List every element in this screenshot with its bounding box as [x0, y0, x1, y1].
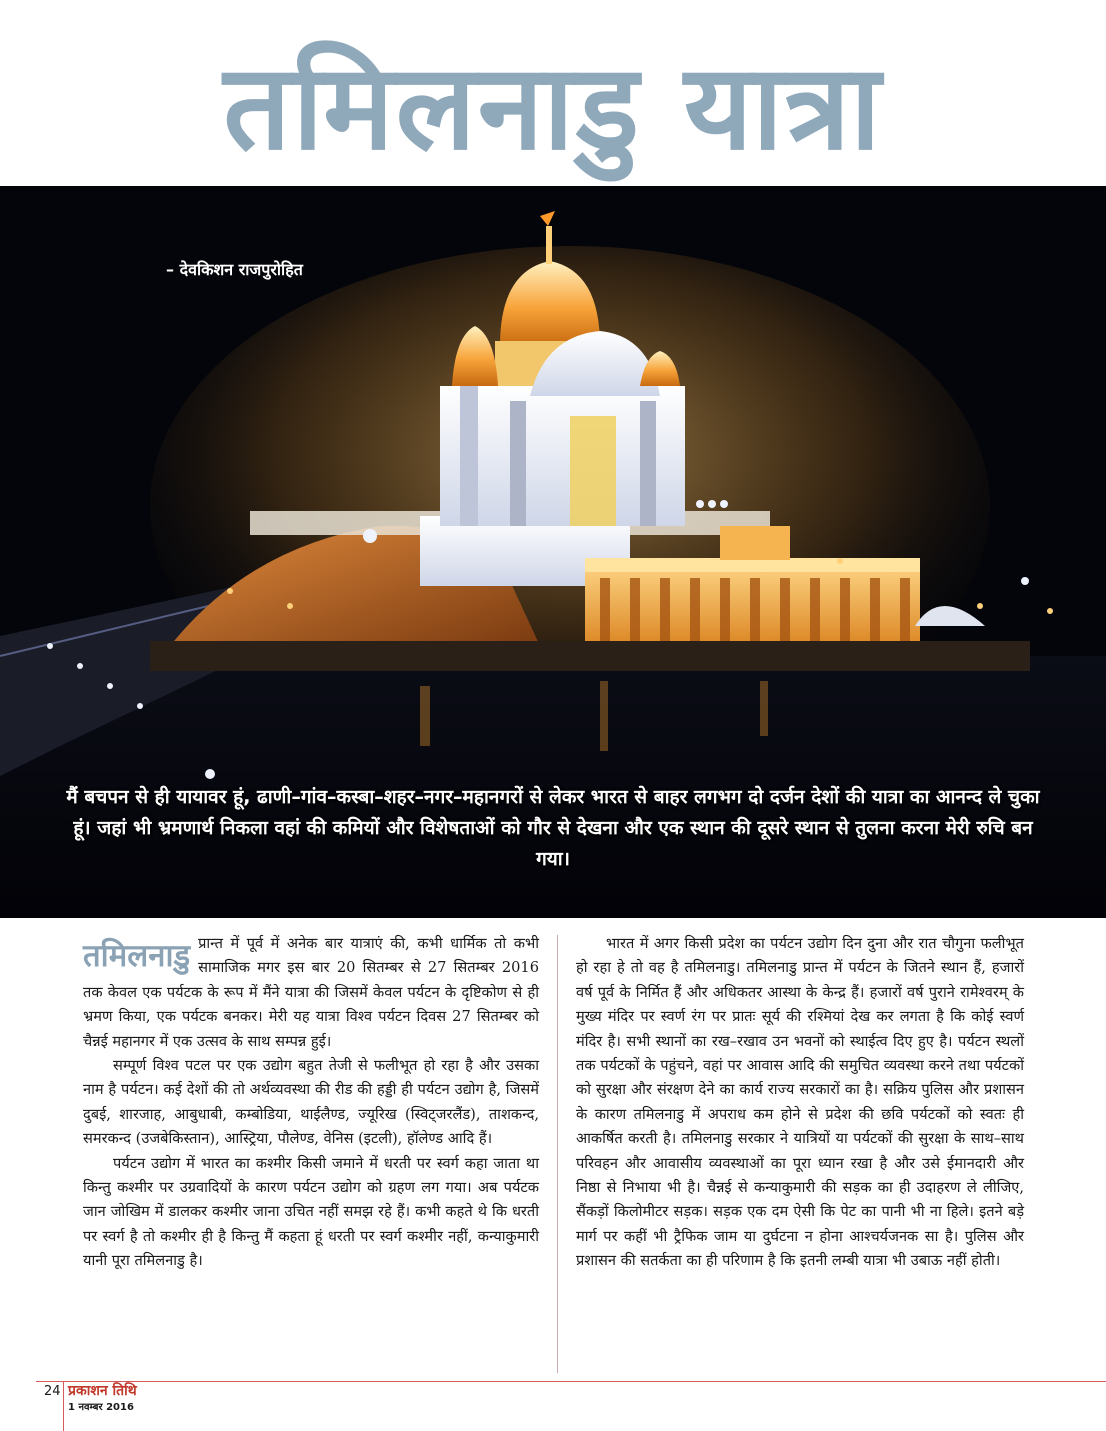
left-paragraph-2: सम्पूर्ण विश्व पटल पर एक उद्योग बहुत तेजी से फलीभूत हो रहा है और उसका नाम है पर्यटन। कई देशों की तो अर्थव्यवस्था की रीड की हड्डी ही पर्यटन उद्योग है, जिसमें दुबई, शारजाह, आबुधाबी, कम्बोडिया, थाईलैण्ड, ज्यूरिख (स्विट्जरलैंड), ताशकन्द, समरकन्द (उजबेकिस्तान), आस्ट्रिया, पौलेण्ड, वेनिस (इटली), हॉलेण्ड आदि हैं।: [83, 1057, 539, 1148]
footer-tick: [63, 1381, 64, 1431]
left-column: [83, 932, 539, 1274]
intro-text: मैं बचपन से ही यायावर हूं, ढाणी–गांव–कस्बा–शहर–नगर–महानगरों से लेकर भारत से बाहर लगभग दो दर्जन देशों की यात्रा का आनन्द ले चुका हूं। जहां भी भ्रमणार्थ निकला वहां की कमियों और विशेषताओं को गौर से देखना और एक स्थान की दूसरे स्थान से तुलना करना मेरी रुचि बन गया।: [66, 786, 1040, 870]
page-number: 24: [44, 1384, 61, 1399]
dropcap-word: तमिलनाडु: [83, 938, 191, 974]
publication-name: प्रकाशन तिथि: [68, 1383, 137, 1399]
author-byline: – देवकिशन राजपुरोहित: [166, 260, 303, 279]
hero-photo: [0, 186, 1106, 918]
left-paragraph-3: पर्यटन उद्योग में भारत का कश्मीर किसी जमाने में धरती पर स्वर्ग कहा जाता था किन्तु कश्मीर पर उग्रवादियों के कारण पर्यटन उद्योग को ग्रहण लग गया। अब पर्यटक जान जोखिम में डालकर कश्मीर जाना उचित नहीं समझ रहे हैं। कभी कहते थे कि धरती पर स्वर्ग है तो कश्मीर ही है किन्तु मैं कहता हूं धरती पर स्वर्ग कश्मीर नहीं, कन्याकुमारी यानी पूरा तमिलनाडु है।: [83, 1154, 539, 1270]
right-paragraph-1: भारत में अगर किसी प्रदेश का पर्यटन उद्योग दिन दुना और रात चौगुना फलीभूत हो रहा हे तो वह है तमिलनाडु। तमिलनाडु प्रान्त में पर्यटन के जितने स्थान हैं, हजारों वर्ष पूर्व के निर्मित हैं और अधिकतर आस्था के केन्द्र हैं। हजारों वर्ष पुराने रामेश्वरम् के मुख्य मंदिर पर स्वर्ण रंग पर प्रातः सूर्य की रश्मियां देख कर लगता है कि कोई स्वर्ण मंदिर है। सभी स्थानों का रख–रखाव उन भवनों को स्थाईत्व दिए हुए है। पर्यटन स्थलों तक पर्यटकों के पहुंचने, वहां पर आवास आदि की समुचित व्यवस्था करने तथा पर्यटकों को सुरक्षा और संरक्षण देने का कार्य राज्य सरकारों का है। सक्रिय पुलिस और प्रशासन के कारण तमिलनाडु में अपराध कम होने से प्रदेश की छवि पर्यटकों को स्वतः ही आकर्षित करती है। तमिलनाडु सरकार ने यात्रियों या पर्यटकों की सुरक्षा के साथ–साथ परिवहन और आवासीय व्यवस्थाओं का पूरा ध्यान रखा है और उसे ईमानदारी और निष्ठा से निभाया भी है। चैन्नई से कन्याकुमारी की सड़क का ही उदाहरण ले लीजिए, सैंकड़ों किलोमीटर सड़क। सड़क एक दम ऐसी कि पेट का पानी भी ना हिले। इतने बड़े मार्ग पर कहीं भी ट्रैफिक जाम या दुर्घटना न होना आश्चर्यजनक सा है। पुलिस और प्रशासन की सतर्कता का ही परिणाम है कि इतनी लम्बी यात्रा भी उबाऊ नहीं होती।: [576, 935, 1024, 1270]
page-title: तमिलनाडु यात्रा: [223, 38, 883, 176]
publication-date: 1 नवम्बर 2016: [68, 1402, 134, 1413]
right-column: [576, 932, 1024, 1274]
left-paragraph-1-text: प्रान्त में पूर्व में अनेक बार यात्राएं की, कभी धार्मिक तो कभी सामाजिक मगर इस बार 20 सितम्बर से 27 सितम्बर 2016 तक केवल एक पर्यटक के रूप में मैंने यात्रा की जिसमें केवल पर्यटन के दृष्टिकोण से ही भ्रमण किया, एक पर्यटक बनकर। मेरी यह यात्रा विश्व पर्यटन दिवस 27 सितम्बर को चैन्नई महानगर में एक उत्सव के साथ सम्पन्न हुई।: [83, 935, 539, 1050]
footer-rule: [36, 1381, 1106, 1382]
column-divider: [557, 935, 558, 1373]
left-paragraph-1: [83, 932, 539, 1054]
